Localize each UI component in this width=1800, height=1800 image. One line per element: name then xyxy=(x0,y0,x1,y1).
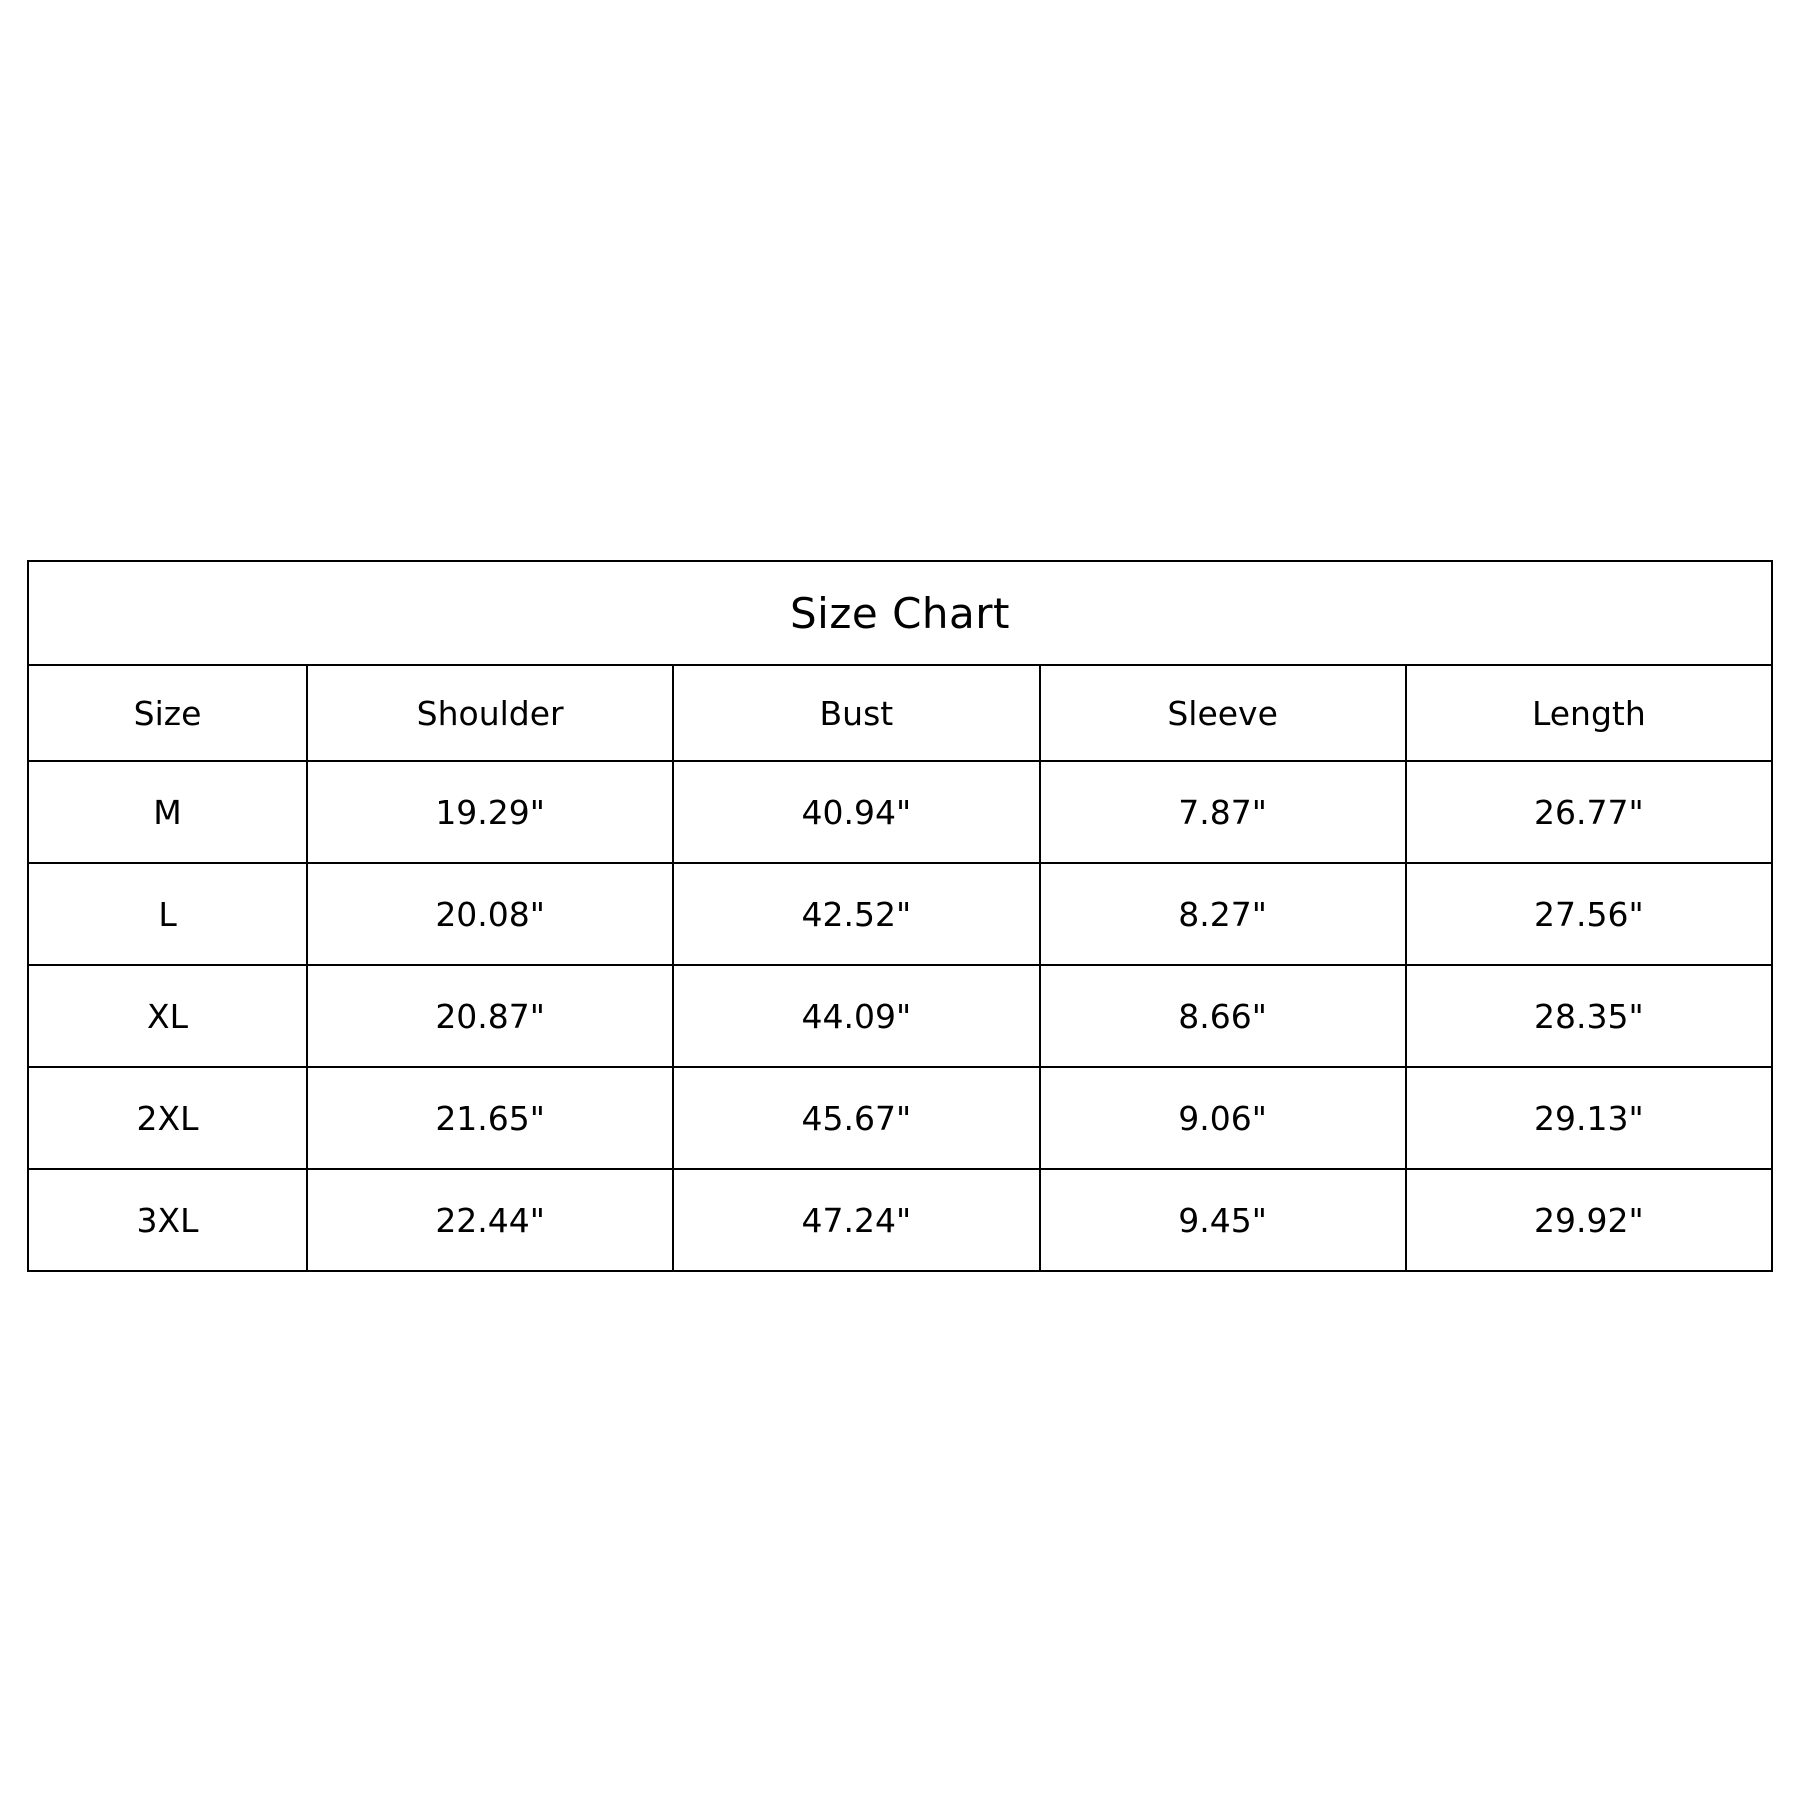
column-header-sleeve: Sleeve xyxy=(1040,665,1406,761)
table-row xyxy=(28,965,1772,1067)
table-row xyxy=(28,761,1772,863)
cell-size: M xyxy=(28,761,307,863)
cell-bust: 44.09" xyxy=(673,965,1039,1067)
cell-bust: 40.94" xyxy=(673,761,1039,863)
cell-length: 29.13" xyxy=(1406,1067,1772,1169)
cell-bust: 42.52" xyxy=(673,863,1039,965)
size-chart-table xyxy=(27,560,1773,1272)
cell-length: 26.77" xyxy=(1406,761,1772,863)
column-header-length: Length xyxy=(1406,665,1772,761)
cell-sleeve: 8.66" xyxy=(1040,965,1406,1067)
cell-size: XL xyxy=(28,965,307,1067)
cell-length: 27.56" xyxy=(1406,863,1772,965)
cell-size: 2XL xyxy=(28,1067,307,1169)
table-row xyxy=(28,1169,1772,1271)
cell-length: 29.92" xyxy=(1406,1169,1772,1271)
cell-size: L xyxy=(28,863,307,965)
cell-bust: 45.67" xyxy=(673,1067,1039,1169)
cell-sleeve: 9.06" xyxy=(1040,1067,1406,1169)
column-header-shoulder: Shoulder xyxy=(307,665,673,761)
column-header-size: Size xyxy=(28,665,307,761)
table-header-row xyxy=(28,665,1772,761)
cell-shoulder: 19.29" xyxy=(307,761,673,863)
cell-shoulder: 22.44" xyxy=(307,1169,673,1271)
cell-sleeve: 7.87" xyxy=(1040,761,1406,863)
table-title-row xyxy=(28,561,1772,665)
table-row xyxy=(28,863,1772,965)
cell-sleeve: 9.45" xyxy=(1040,1169,1406,1271)
column-header-bust: Bust xyxy=(673,665,1039,761)
cell-bust: 47.24" xyxy=(673,1169,1039,1271)
table-row xyxy=(28,1067,1772,1169)
cell-shoulder: 21.65" xyxy=(307,1067,673,1169)
cell-shoulder: 20.08" xyxy=(307,863,673,965)
cell-sleeve: 8.27" xyxy=(1040,863,1406,965)
size-chart-container xyxy=(27,560,1773,1272)
chart-title: Size Chart xyxy=(28,561,1772,665)
cell-size: 3XL xyxy=(28,1169,307,1271)
cell-shoulder: 20.87" xyxy=(307,965,673,1067)
cell-length: 28.35" xyxy=(1406,965,1772,1067)
